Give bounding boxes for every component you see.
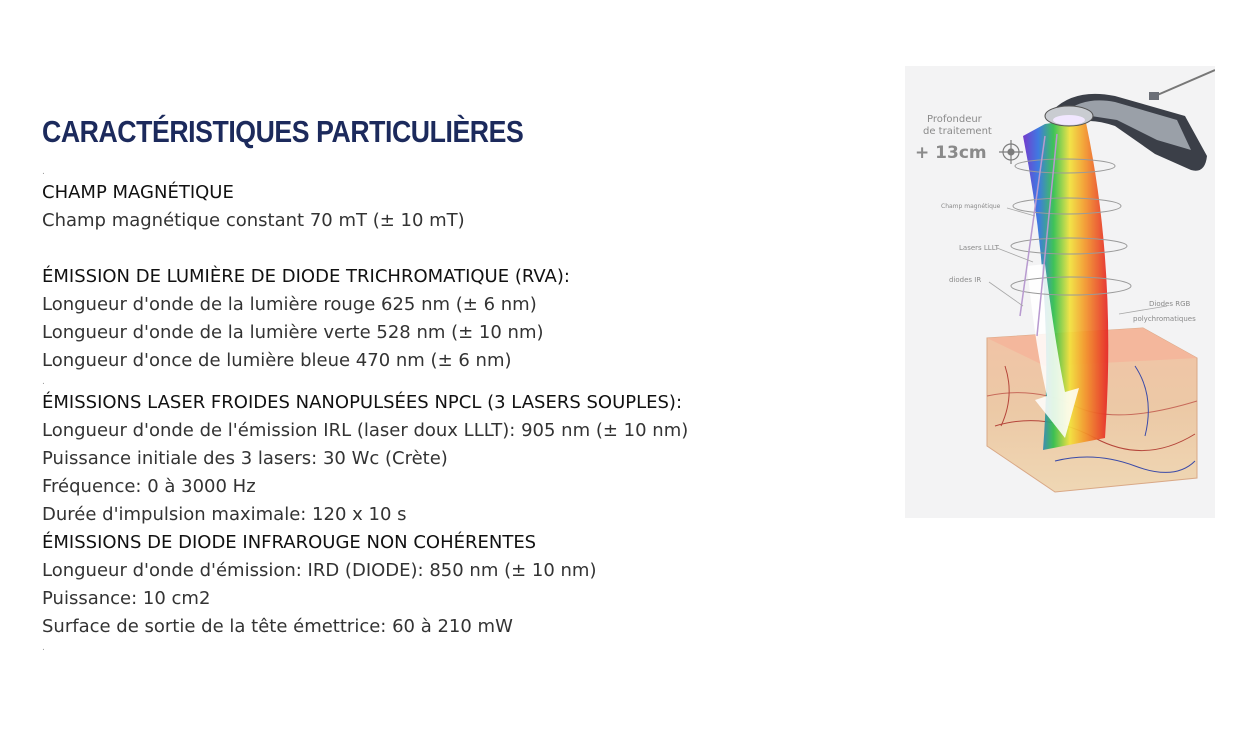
- separator-dot: .: [42, 377, 45, 387]
- section-heading-rgb: ÉMISSION DE LUMIÈRE DE DIODE TRICHROMATIQUE (RVA):: [42, 266, 570, 287]
- spec-line: Durée d'impulsion maximale: 120 x 10 s: [42, 504, 407, 525]
- label-ir-diodes: diodes IR: [949, 276, 982, 284]
- spec-line: Longueur d'onde d'émission: IRD (DIODE): 850 nm (± 10 nm): [42, 560, 597, 581]
- label-magnetic-field: Champ magnétique: [941, 203, 1001, 210]
- depth-label-line1: Profondeur: [927, 114, 982, 125]
- device-illustration: [905, 66, 1215, 518]
- spec-line: Longueur d'onde de l'émission IRL (laser doux LLLT): 905 nm (± 10 nm): [42, 420, 689, 441]
- target-icon: [999, 140, 1023, 164]
- spec-line: Puissance: 10 cm2: [42, 588, 211, 609]
- label-rgb-diodes-line2: polychromatiques: [1133, 315, 1196, 323]
- depth-value: + 13cm: [915, 143, 987, 163]
- spec-line: Puissance initiale des 3 lasers: 30 Wc (Crète): [42, 448, 448, 469]
- page-title: CARACTÉRISTIQUES PARTICULIÈRES: [42, 114, 524, 149]
- separator-dot: .: [42, 643, 45, 653]
- section-heading-infrared: ÉMISSIONS DE DIODE INFRAROUGE NON COHÉRENTES: [42, 532, 537, 553]
- spec-line: Longueur d'onde de la lumière rouge 625 nm (± 6 nm): [42, 294, 537, 315]
- depth-label-line2: de traitement: [923, 126, 992, 137]
- label-lllt-lasers: Lasers LLLT: [959, 244, 999, 252]
- spec-line: Fréquence: 0 à 3000 Hz: [42, 476, 256, 497]
- spec-line: Longueur d'onde de la lumière verte 528 nm (± 10 nm): [42, 322, 544, 343]
- spec-line: Champ magnétique constant 70 mT (± 10 mT): [42, 210, 465, 231]
- label-rgb-diodes-line1: Diodes RGB: [1149, 300, 1191, 308]
- section-heading-laser: ÉMISSIONS LASER FROIDES NANOPULSÉES NPCL (3 LASERS SOUPLES):: [42, 392, 683, 413]
- separator-dot: .: [42, 167, 45, 177]
- spec-line: Surface de sortie de la tête émettrice: 60 à 210 mW: [42, 616, 513, 637]
- spec-line: Longueur d'once de lumière bleue 470 nm (± 6 nm): [42, 350, 512, 371]
- specifications: [42, 165, 862, 655]
- section-heading-magnetic: CHAMP MAGNÉTIQUE: [42, 182, 234, 203]
